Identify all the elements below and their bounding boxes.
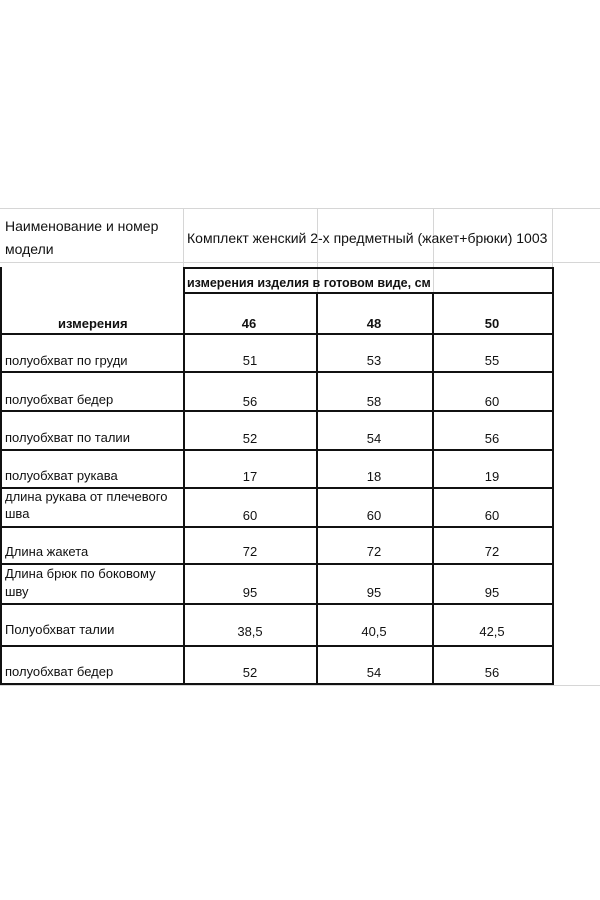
table-border — [0, 267, 2, 685]
table-border — [0, 410, 554, 412]
row-value: 52 — [242, 665, 258, 680]
table-border — [183, 267, 185, 685]
row-value: 19 — [484, 469, 500, 484]
header-label: измерения — [58, 316, 128, 331]
row-label: Длина брюк по боковому — [5, 566, 156, 581]
row-label: шву — [5, 584, 29, 599]
table-border — [0, 603, 554, 605]
row-value: 17 — [242, 469, 258, 484]
row-label: полуобхват бедер — [5, 392, 114, 407]
row-value: 53 — [366, 353, 382, 368]
model-name: Комплект женский 2-х предметный (жакет+брюки) 1003 — [187, 230, 548, 246]
gridline — [0, 262, 600, 263]
model-label-line2: модели — [5, 241, 54, 257]
row-value: 95 — [484, 585, 500, 600]
table-border — [0, 371, 554, 373]
row-value: 72 — [366, 544, 382, 559]
table-border — [183, 267, 554, 269]
table-caption: измерения изделия в готовом виде, см — [187, 276, 431, 290]
row-value: 52 — [242, 431, 258, 446]
row-value: 54 — [366, 431, 382, 446]
row-label: полуобхват по талии — [5, 430, 130, 445]
table-border — [0, 563, 554, 565]
row-label: шва — [5, 506, 30, 521]
table-border — [0, 333, 554, 335]
table-border — [552, 267, 554, 685]
row-value: 60 — [484, 508, 500, 523]
row-label: длина рукава от плечевого — [5, 489, 168, 504]
row-label: полуобхват по груди — [5, 353, 128, 368]
row-value: 55 — [484, 353, 500, 368]
row-label: Длина жакета — [5, 544, 89, 559]
row-value: 40,5 — [361, 624, 387, 639]
row-value: 38,5 — [237, 624, 263, 639]
table-border — [0, 683, 554, 685]
row-label: полуобхват бедер — [5, 664, 114, 679]
row-value: 72 — [242, 544, 258, 559]
gridline — [0, 685, 600, 686]
row-value: 56 — [242, 394, 258, 409]
row-value: 58 — [366, 394, 382, 409]
size-header: 50 — [484, 316, 500, 331]
row-label: Полуобхват талии — [5, 622, 115, 637]
model-label-line1: Наименование и номер — [5, 218, 159, 234]
table-border — [0, 449, 554, 451]
gridline — [0, 208, 600, 209]
row-value: 42,5 — [479, 624, 505, 639]
size-header: 48 — [366, 316, 382, 331]
row-value: 60 — [484, 394, 500, 409]
row-value: 56 — [484, 431, 500, 446]
row-value: 95 — [366, 585, 382, 600]
row-value: 56 — [484, 665, 500, 680]
table-border — [316, 292, 318, 685]
table-border — [0, 526, 554, 528]
row-value: 54 — [366, 665, 382, 680]
table-border — [432, 292, 434, 685]
row-value: 95 — [242, 585, 258, 600]
table-border — [183, 292, 554, 294]
size-header: 46 — [241, 316, 257, 331]
row-value: 60 — [242, 508, 258, 523]
table-border — [0, 645, 554, 647]
row-value: 51 — [242, 353, 258, 368]
row-value: 60 — [366, 508, 382, 523]
row-value: 18 — [366, 469, 382, 484]
row-label: полуобхват рукава — [5, 468, 118, 483]
row-value: 72 — [484, 544, 500, 559]
